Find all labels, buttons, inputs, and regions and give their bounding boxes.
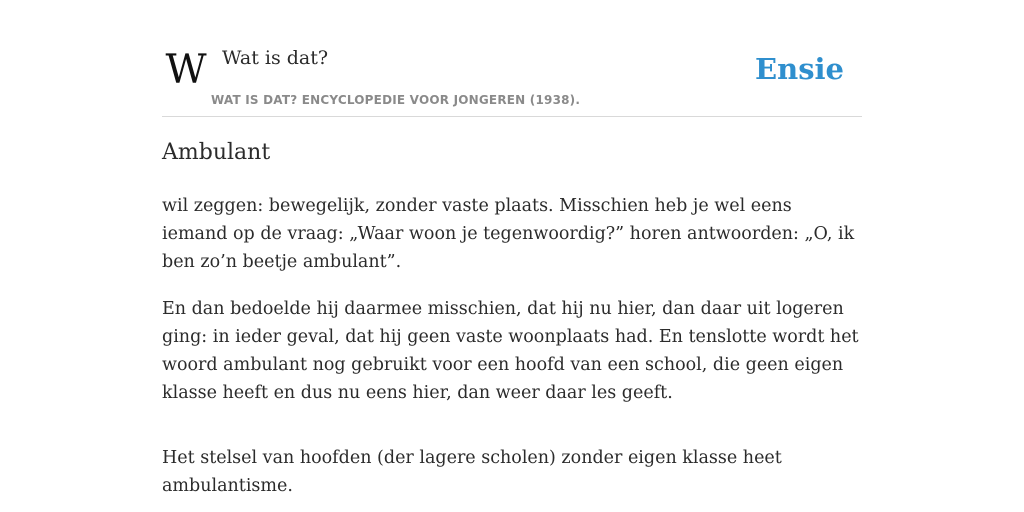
entry-paragraph: Het stelsel van hoofden (der lagere scholen) zonder eigen klasse heet ambulantisme. (162, 448, 782, 496)
source-subtitle: WAT IS DAT? ENCYCLOPEDIE VOOR JONGEREN (1938). (211, 93, 581, 107)
entry-paragraph: En dan bedoelde hij daarmee misschien, dat hij nu hier, dan daar uit logeren ging: in ieder geval, dat hij geen vaste woonplaats had. En tenslotte wordt het woord ambulant nog gebruikt voor een hoofd van een school, die geen eigen klasse heeft en dus nu eens hier, dan weer daar les geeft. (162, 299, 859, 403)
ensie-logo-link[interactable]: Ensie (755, 52, 844, 86)
source-header (162, 40, 862, 117)
source-title[interactable]: Wat is dat? (222, 47, 329, 69)
svg-text:W: W (165, 50, 207, 90)
entry-body (162, 192, 862, 512)
wikipedia-w-icon[interactable] (164, 50, 208, 90)
entry-paragraph: wil zeggen: bewegelijk, zonder vaste plaats. Misschien heb je wel eens iemand op de vraag: „Waar woon je tegenwoordig?” horen antwoorden: „O, ik ben zo’n beetje ambulant”. (162, 196, 855, 272)
entry-headword: Ambulant (162, 140, 271, 165)
entry-card (162, 0, 862, 512)
